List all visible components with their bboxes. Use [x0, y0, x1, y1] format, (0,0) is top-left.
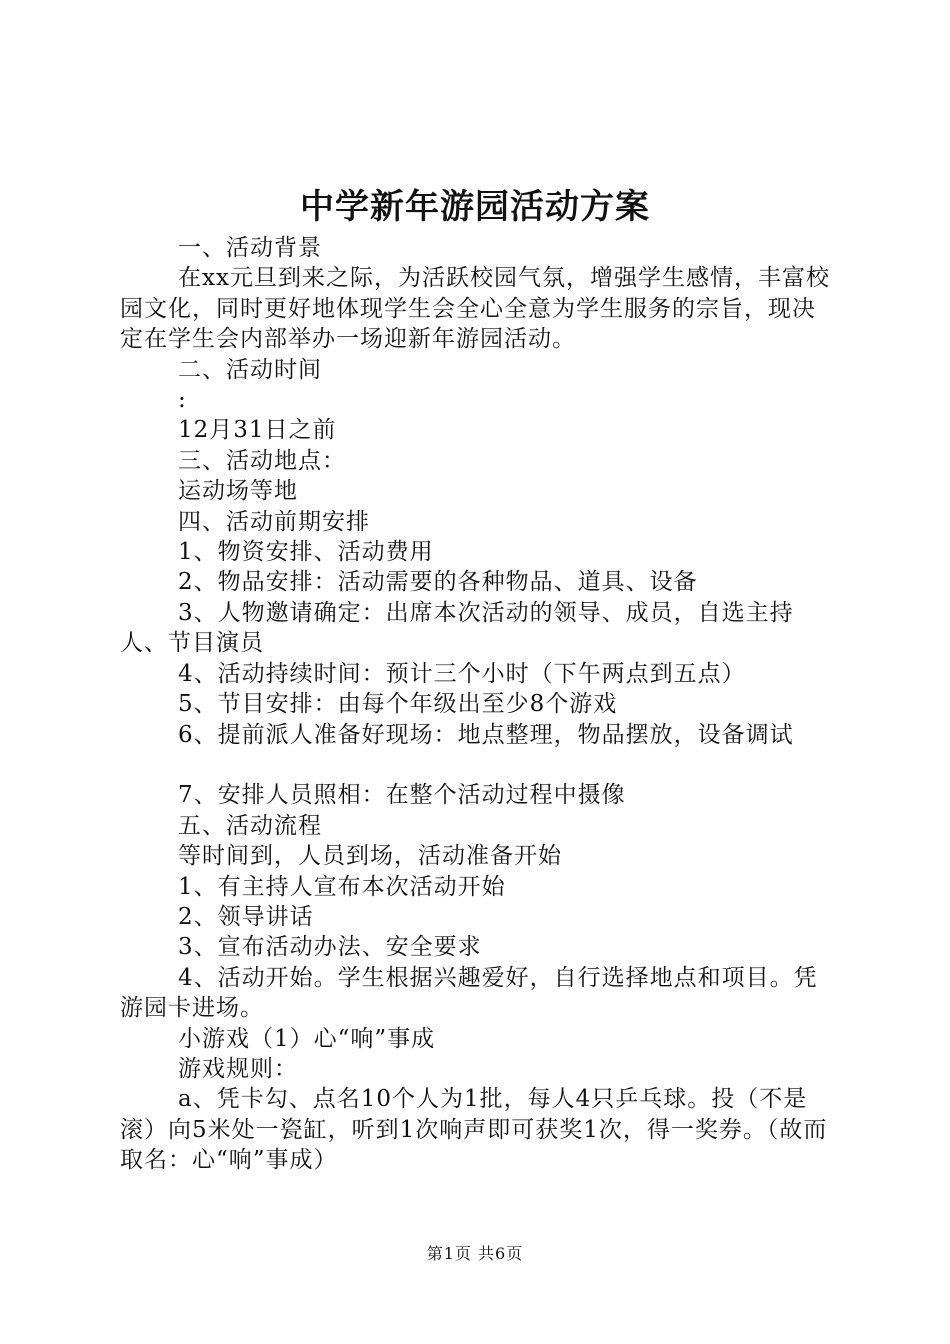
process-item-1: 1、有主持人宣布本次活动开始	[178, 873, 506, 900]
document-title: 中学新年游园活动方案	[300, 187, 650, 227]
background-paragraph: 在xx元旦到来之际，为活跃校园气氛，增强学生感情，丰富校园文化，同时更好地体现学生会全心全意为学生服务的宗旨，现决定在学生会内部举办一场迎新年游园活动。	[120, 265, 830, 353]
location-value: 运动场等地	[178, 478, 298, 505]
time-colon-line: :	[178, 387, 187, 414]
preparation-item-4: 4、活动持续时间：预计三个小时（下午两点到五点）	[178, 660, 746, 687]
preparation-item-5: 5、节目安排：由每个年级出至少8个游戏	[178, 691, 618, 718]
preparation-item-3: 3、人物邀请确定：出席本次活动的领导、成员，自选主持人、节目演员	[120, 599, 794, 657]
section-heading-time: 二、活动时间	[178, 356, 322, 383]
document-body	[120, 233, 832, 1176]
preparation-item-2: 2、物品安排：活动需要的各种物品、道具、设备	[178, 569, 698, 596]
section-heading-background: 一、活动背景	[178, 235, 322, 261]
process-intro: 等时间到，人员到场，活动准备开始	[178, 843, 562, 870]
mini-game-title: 小游戏（1）心“响”事成	[178, 1025, 436, 1052]
process-item-2: 2、领导讲话	[178, 903, 314, 930]
time-value: 12月31日之前	[178, 417, 337, 444]
preparation-item-7: 7、安排人员照相：在整个活动过程中摄像	[178, 782, 626, 809]
blank-line	[120, 750, 832, 780]
preparation-item-1: 1、物资安排、活动费用	[178, 539, 434, 566]
page-footer: 第1页 共6页	[426, 1244, 524, 1263]
section-heading-process: 五、活动流程	[178, 812, 322, 839]
preparation-item-6: 6、提前派人准备好现场：地点整理，物品摆放，设备调试	[178, 721, 794, 748]
game-rules-paragraph: a、凭卡勾、点名10个人为1批，每人4只乒乓球。投（不是滚）向5米处一瓷缸，听到1次响声即可获奖1次，得一奖券。（故而取名：心“响”事成）	[120, 1086, 828, 1174]
process-item-4: 4、活动开始。学生根据兴趣爱好，自行选择地点和项目。凭游园卡进场。	[120, 964, 818, 1022]
section-heading-preparation: 四、活动前期安排	[178, 508, 370, 535]
game-rules-heading: 游戏规则：	[178, 1055, 298, 1082]
process-item-3: 3、宣布活动办法、安全要求	[178, 934, 482, 961]
section-heading-location: 三、活动地点：	[178, 447, 346, 474]
